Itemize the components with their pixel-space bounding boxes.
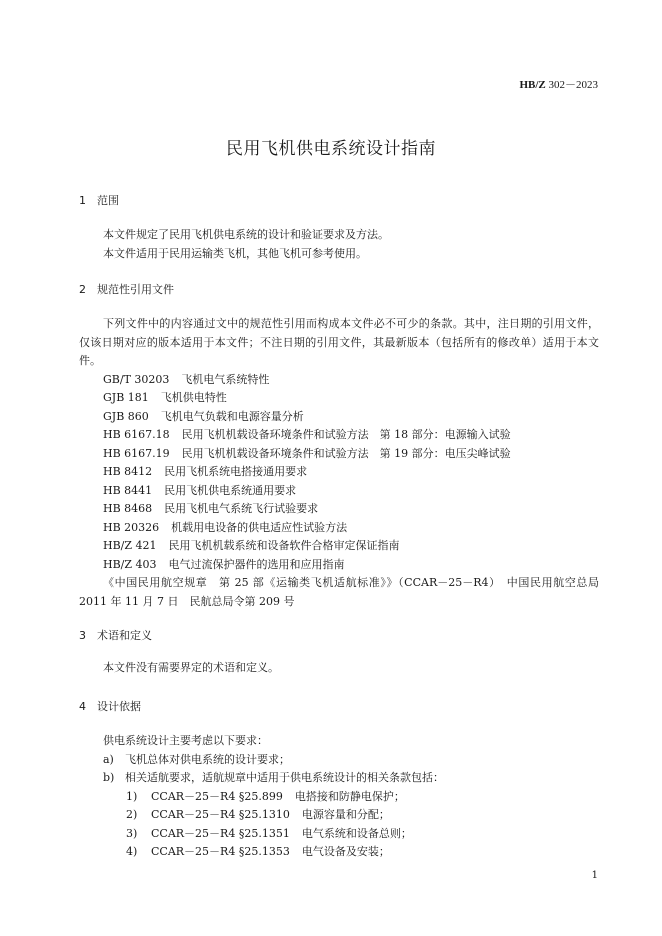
reference-item <box>79 556 599 575</box>
sub-list-item <box>79 843 599 862</box>
reference-code: HB 8468 <box>103 502 153 515</box>
paragraph: 本文件没有需要界定的术语和定义。 <box>103 661 279 674</box>
list-label: b) <box>103 771 115 784</box>
standard-number: 302－2023 <box>548 79 598 91</box>
reference-title: 飞机电气系统特性 <box>181 372 270 386</box>
reference-title: 民用飞机系统电搭接通用要求 <box>164 465 308 478</box>
section-number: 1 <box>79 194 86 207</box>
sub-list-number: 1) <box>126 789 138 803</box>
regulation-text: 电搭接和防静电保护； <box>294 789 405 803</box>
reference-code: HB 6167.19 <box>103 446 170 460</box>
list-label: a) <box>103 752 114 766</box>
section-3-body <box>79 659 599 678</box>
sub-list-number: 3) <box>126 826 138 840</box>
reference-code: GJB 181 <box>103 391 149 404</box>
reference-item <box>79 537 599 556</box>
reference-item <box>79 408 599 427</box>
regulation-text: 电源容量和分配； <box>301 808 390 821</box>
section-number: 2 <box>79 283 86 296</box>
reference-title: 电气过流保护器件的选用和应用指南 <box>168 557 345 571</box>
sub-list-item <box>79 806 599 825</box>
reference-item <box>79 426 599 445</box>
reference-code: HB 6167.18 <box>103 428 170 441</box>
section-title: 规范性引用文件 <box>97 283 174 296</box>
regulation-code: CCAR－25－R4 §25.1310 <box>151 808 290 821</box>
reference-title: 民用飞机机载设备环境条件和试验方法 第 18 部分：电源输入试验 <box>181 428 511 441</box>
intro-line: 下列文件中的内容通过文中的规范性引用而构成本文件必不可少的条款。其中，注日期的引用文件， <box>103 317 599 330</box>
section-title: 设计依据 <box>97 700 141 713</box>
standard-code <box>519 76 598 92</box>
section-2-body <box>79 315 599 611</box>
reference-code: GJB 860 <box>103 409 149 423</box>
ccar-reference-line: 2011 年 11 月 7 日 民航总局令第 209 号 <box>79 594 295 608</box>
reference-title: 机载用电设备的供电适应性试验方法 <box>171 520 348 534</box>
section-3-heading <box>79 627 152 643</box>
regulation-text: 电气设备及安装； <box>301 845 390 858</box>
ccar-reference-line: 《中国民用航空规章 第 25 部《运输类飞机适航标准》》（CCAR－25－R4） 中国民用航空总局 <box>103 576 599 589</box>
section-1-heading <box>79 192 119 208</box>
reference-item <box>79 371 599 390</box>
reference-code: HB 20326 <box>103 520 160 534</box>
reference-title: 飞机供电特性 <box>160 391 227 404</box>
paragraph: 本文件规定了民用飞机供电系统的设计和验证要求及方法。 <box>103 228 389 241</box>
reference-item <box>79 482 599 501</box>
reference-item <box>79 519 599 538</box>
sub-list-number: 4) <box>126 845 138 858</box>
regulation-code: CCAR－25－R4 §25.1351 <box>151 826 290 840</box>
reference-code: HB 8412 <box>103 465 153 478</box>
section-title: 范围 <box>97 194 119 207</box>
document-title: 民用飞机供电系统设计指南 <box>226 139 436 159</box>
reference-title: 民用飞机供电系统通用要求 <box>164 483 297 497</box>
paragraph: 供电系统设计主要考虑以下要求： <box>103 734 268 747</box>
reference-title: 民用飞机电气系统飞行试验要求 <box>164 502 319 515</box>
list-text: 飞机总体对供电系统的设计要求； <box>125 752 290 766</box>
reference-code: GB/T 30203 <box>103 372 170 386</box>
section-number: 4 <box>79 700 86 713</box>
list-item <box>79 751 599 770</box>
intro-line: 件。 <box>79 354 101 367</box>
section-2-heading <box>79 281 174 297</box>
sub-list-item <box>79 825 599 844</box>
reference-title: 民用飞机机载设备环境条件和试验方法 第 19 部分：电压尖峰试验 <box>181 446 511 460</box>
regulation-text: 电气系统和设备总则； <box>301 826 412 840</box>
reference-item <box>79 500 599 519</box>
reference-item <box>79 445 599 464</box>
section-4-heading <box>79 698 141 714</box>
section-title: 术语和定义 <box>97 629 152 642</box>
reference-title: 飞机电气负载和电源容量分析 <box>160 409 304 423</box>
reference-item <box>79 389 599 408</box>
sub-list-number: 2) <box>126 808 138 821</box>
list-item <box>79 769 599 788</box>
standard-prefix: HB/Z <box>519 79 546 91</box>
paragraph: 本文件适用于民用运输类飞机，其他飞机可参考使用。 <box>103 246 367 260</box>
section-1-body <box>79 226 599 263</box>
regulation-code: CCAR－25－R4 §25.1353 <box>151 845 290 858</box>
reference-item <box>79 463 599 482</box>
page-number: 1 <box>591 870 598 881</box>
sub-list-item <box>79 788 599 807</box>
reference-code: HB/Z 421 <box>103 539 157 552</box>
reference-code: HB 8441 <box>103 483 153 497</box>
intro-line: 仅该日期对应的版本适用于本文件；不注日期的引用文件，其最新版本（包括所有的修改单）适用于本文 <box>79 335 599 349</box>
regulation-code: CCAR－25－R4 §25.899 <box>151 789 283 803</box>
section-number: 3 <box>79 629 86 642</box>
reference-code: HB/Z 403 <box>103 557 157 571</box>
list-text: 相关适航要求，适航规章中适用于供电系统设计的相关条款包括： <box>125 771 444 784</box>
section-4-body <box>79 732 599 862</box>
reference-title: 民用飞机机载系统和设备软件合格审定保证指南 <box>168 539 400 552</box>
